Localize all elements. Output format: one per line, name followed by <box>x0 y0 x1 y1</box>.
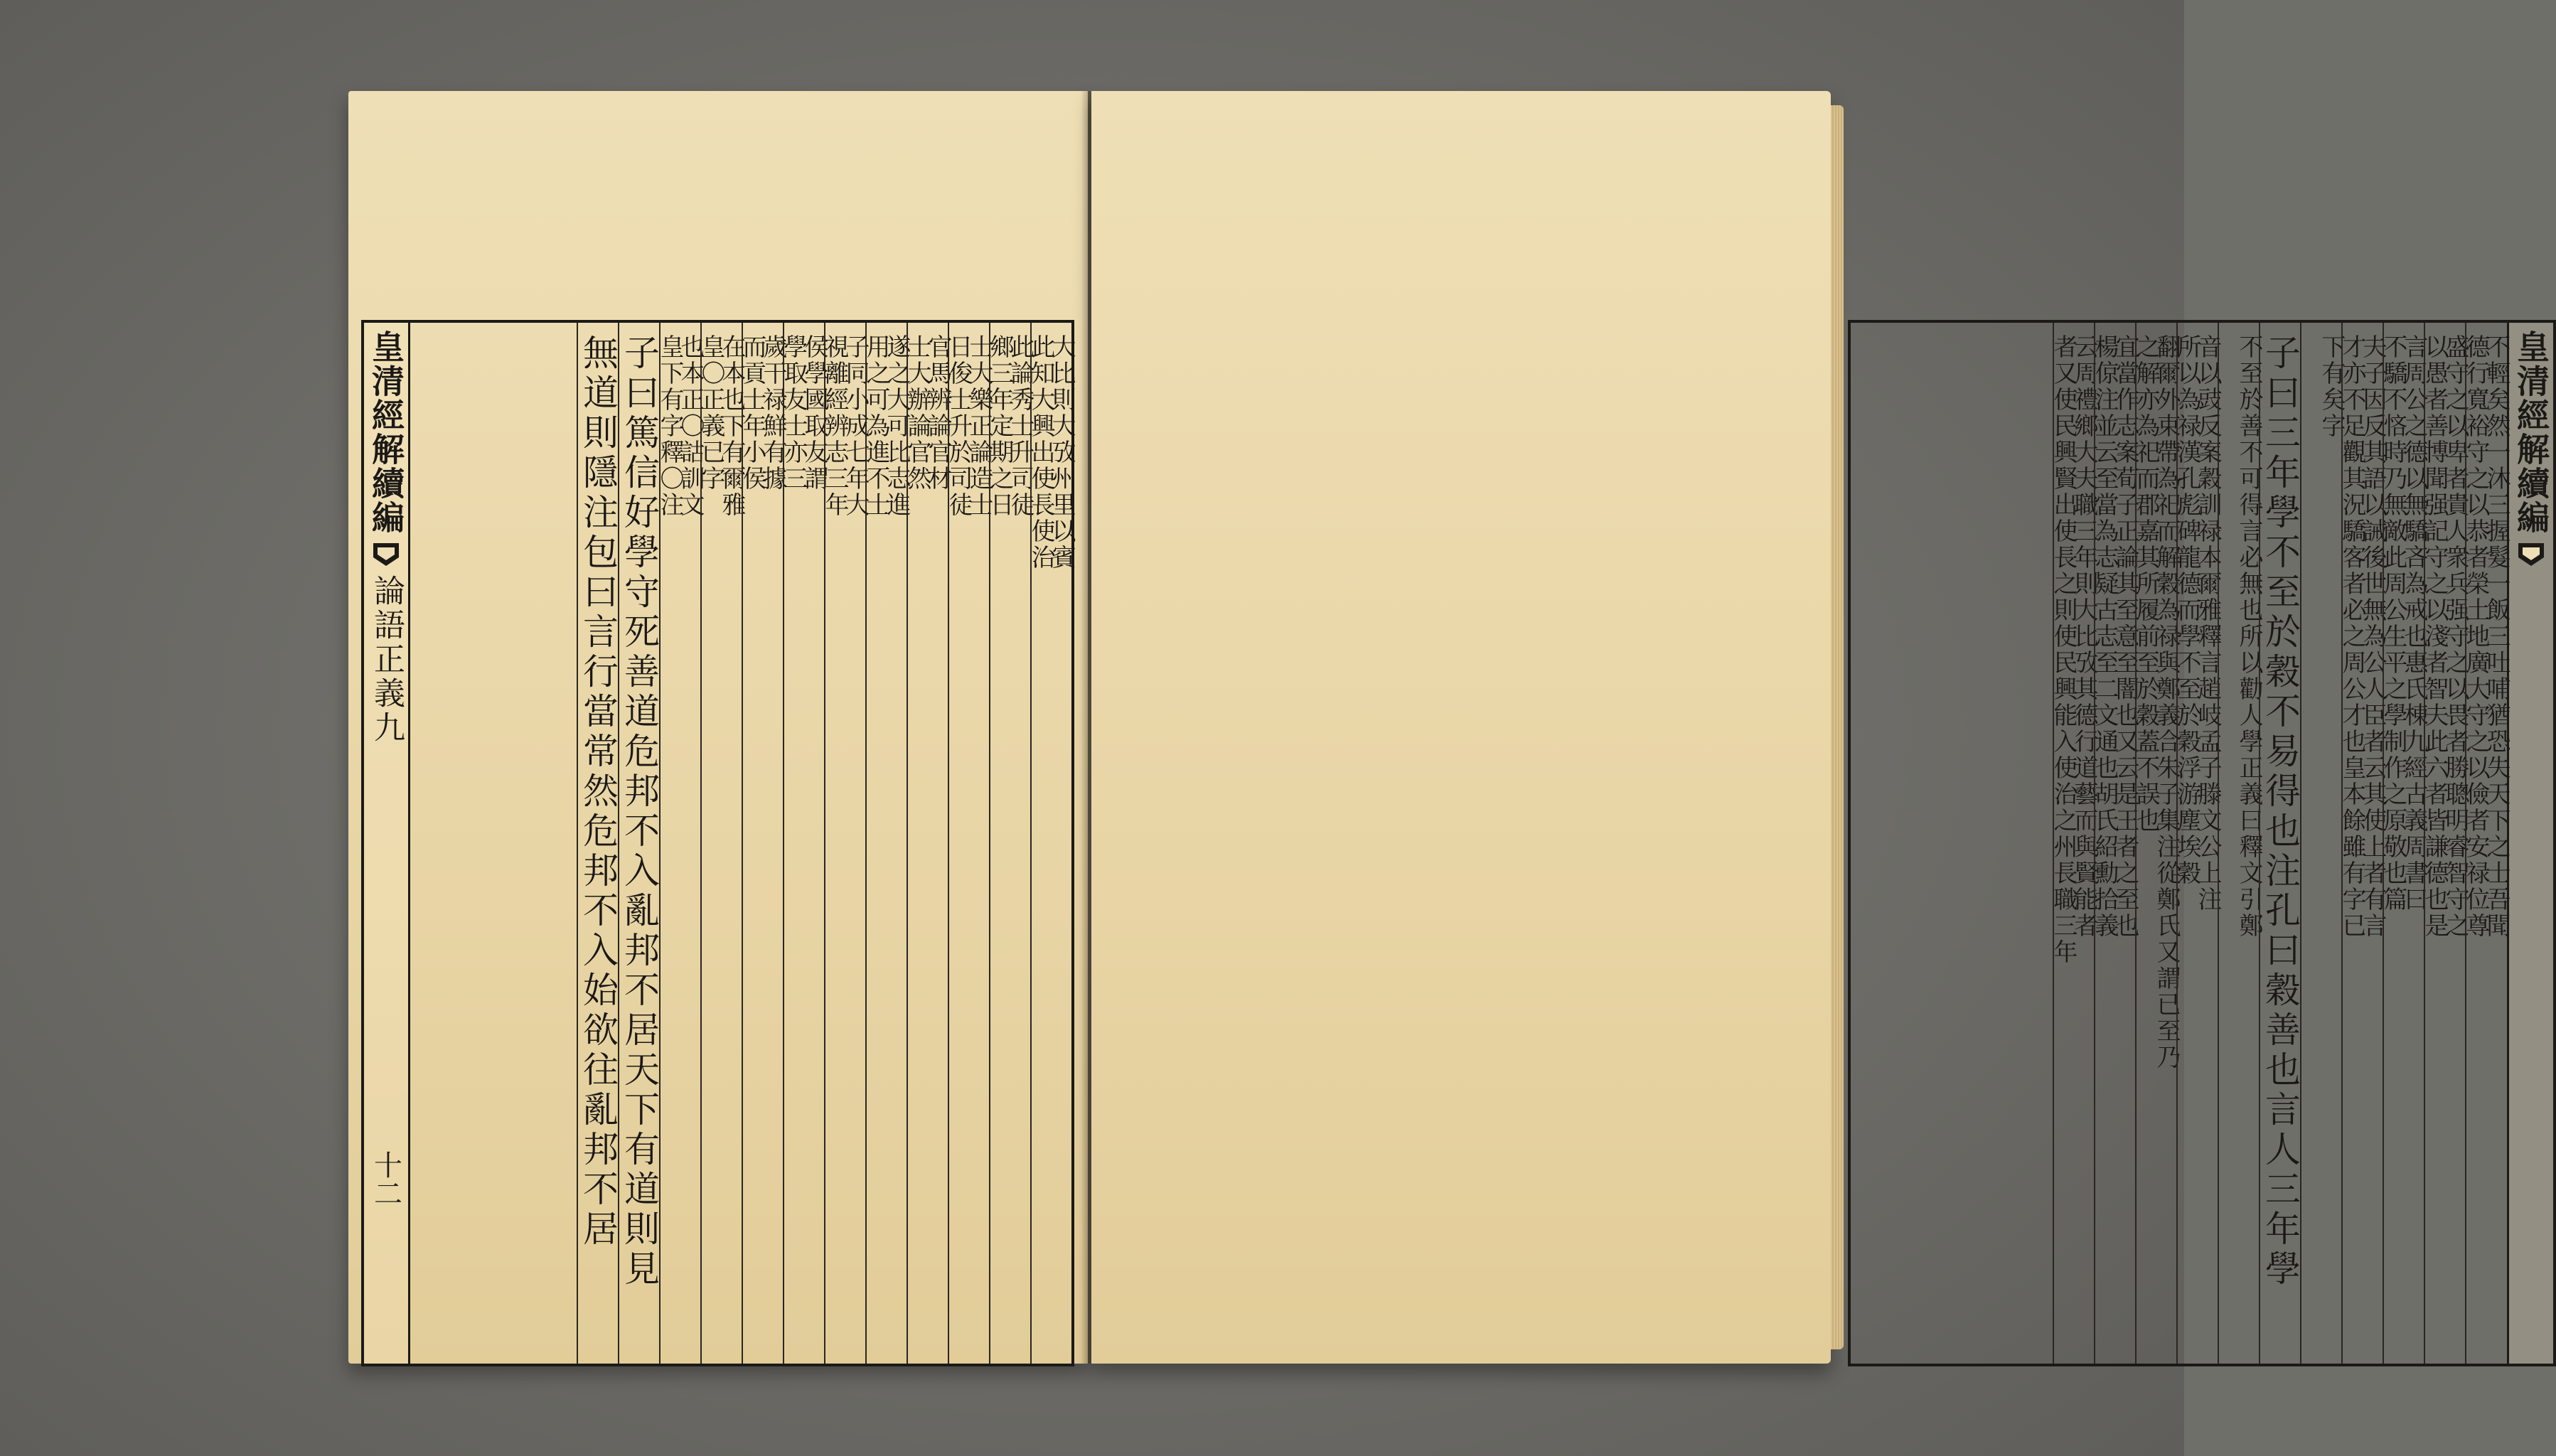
right-commentary-column <box>2379 323 2428 1364</box>
left-commentary-line: 皇〇正義已字 <box>697 334 725 492</box>
left-commentary-line: 此知大興出使長使治 <box>1027 334 1055 571</box>
right-commentary-line: 云周禮鄉大夫職三年則大比攷其德行道藝而與賢能者 <box>2070 334 2098 939</box>
fishtail-mark-icon <box>372 542 400 567</box>
left-commentary-column <box>697 323 746 1364</box>
left-commentary-line: 大比則大攷州里以賓 <box>1047 334 1076 571</box>
right-commentary-line: 不驕不悋時乃無敵此周公生平之學制作之原敬也篇 <box>2379 334 2407 913</box>
right-commentary-line: 下有矣字 <box>2317 334 2346 439</box>
left-commentary-line: 視離經辨志三年 <box>820 334 849 518</box>
left-commentary-line: 此論秀士升司徒 <box>1006 334 1034 518</box>
left-commentary-column <box>738 323 787 1364</box>
left-commentary-line: 而貢士年小侯 <box>738 334 766 492</box>
left-commentary-column <box>985 323 1034 1364</box>
left-folio-number: 十二 <box>369 1150 402 1207</box>
fishtail-mark-icon <box>2517 542 2545 567</box>
right-commentary-line: 盛守之以卑者貴人衆兵强守之以畏者勝聰明睿智守之 <box>2441 334 2469 939</box>
left-commentary-line: 侯學國取友謂 <box>800 334 828 492</box>
left-main-text-column: 子曰篤信好學守死善道危邦不入亂邦不居天下有道則見 <box>618 323 659 1364</box>
left-commentary-column <box>656 323 705 1364</box>
left-commentary-line: 日俊士升於司徒 <box>944 334 973 518</box>
right-commentary-column <box>2173 323 2222 1364</box>
right-commentary-column <box>2049 323 2098 1364</box>
left-commentary-column <box>944 323 993 1364</box>
right-text-columns <box>1851 323 2510 1364</box>
right-spine-title: 皇清經解續編 <box>2512 330 2550 535</box>
right-text-column: 不至於善不可得言必無也所以勸人學正義曰釋文引鄭 <box>2218 323 2259 1364</box>
right-commentary-line: 所以為禄漢孔彪碑龍德而學不至於穀浮游塵埃穀 <box>2173 334 2201 887</box>
left-main-text-column: 無道則隱注包曰言行當常然危邦不入始欲往亂邦不居 <box>577 323 618 1364</box>
left-commentary-line: 士大辦論官然 <box>903 334 931 492</box>
right-commentary-line: 翻爾外束帶為祀而解穀為禄與鄭義合朱子集注從鄭氏又謂已至乃 <box>2152 334 2181 1071</box>
left-page <box>348 91 1088 1364</box>
right-commentary-line: 不輕矣然一沐三握髮一飯三吐哺猶恐失天下之士吾聞 <box>2482 334 2510 939</box>
right-commentary-line: 才亦不足觀其況驕客者必之周公才也皇本餘雖有字已 <box>2338 334 2366 939</box>
left-page-margin-strip <box>364 323 410 1364</box>
left-commentary-column <box>862 323 911 1364</box>
right-commentary-column <box>2420 323 2469 1364</box>
right-commentary-line: 者又使民興賢出使長之則使民興能入使治之州長職三年 <box>2049 334 2078 965</box>
right-commentary-line: 楊倞注並云至當為志疑古志至二文通也胡氏紹勳拾義 <box>2090 334 2119 939</box>
right-page-frame <box>1848 320 2556 1366</box>
left-commentary-line: 子同小成七年大 <box>841 334 870 518</box>
right-page-margin-strip <box>2507 323 2553 1364</box>
left-commentary-column <box>779 323 828 1364</box>
right-commentary-column <box>2090 323 2139 1364</box>
left-text-columns <box>411 323 1076 1364</box>
left-commentary-line: 遂之大可比志進 <box>882 334 911 518</box>
left-page-frame <box>361 320 1074 1366</box>
left-spine-subtitle: 論語正義九 <box>368 574 405 745</box>
left-commentary-line: 也本正〇詁訓文 <box>676 334 705 518</box>
right-commentary-column <box>2461 323 2510 1364</box>
right-commentary-line <box>2301 323 2321 1364</box>
right-commentary-line: 夫子因反其語以誡後世無為公人臣者云其使上者有言 <box>2358 334 2387 939</box>
right-page <box>1091 91 2550 1364</box>
right-commentary-line: 以愚者善博聞强記守之以淺者智夫此六者皆謙德也是 <box>2420 334 2449 939</box>
open-book <box>348 91 2550 1364</box>
left-commentary-line: 歲干禄鮮有據 <box>759 334 787 492</box>
right-commentary-column <box>2300 323 2346 1364</box>
left-commentary-line: 士大樂正論造士 <box>965 334 993 518</box>
left-commentary-column <box>903 323 952 1364</box>
left-commentary-column <box>1027 323 1076 1364</box>
left-commentary-line: 鄉三年定期之日 <box>985 334 1014 518</box>
right-commentary-line: 音以豉反案穀訓禄本爾雅釋言趙岐孟子滕文公上注 <box>2193 334 2222 913</box>
left-commentary-line: 在本也下有爾雅 <box>717 334 746 518</box>
right-commentary-column <box>2338 323 2387 1364</box>
left-commentary-line: 官馬辨論官材 <box>924 334 952 492</box>
left-commentary-line: 學取友士亦三 <box>779 334 808 492</box>
left-commentary-line: 用之可為進不士 <box>862 334 890 518</box>
right-commentary-line: 言周公之德以無驕吝為戒也惠氏棟九經古義周書曰 <box>2400 334 2428 913</box>
right-main-text-column: 子曰三年學不至於穀不易得也注孔曰穀善也言人三年學 <box>2259 323 2300 1364</box>
right-commentary-line: 之解亦為祀而郡嘉其所履前至於穀蓋不誤也 <box>2132 334 2160 834</box>
left-spine-title: 皇清經解續編 <box>367 330 405 535</box>
right-commentary-line: 德行寬裕守之以恭者榮土地廣大守之以儉者安禄位尊 <box>2461 334 2490 939</box>
left-commentary-column <box>820 323 870 1364</box>
left-commentary-line: 皇下有字釋〇注 <box>656 334 684 518</box>
right-commentary-line: 宜當作志案荀子正論其至意至闇也又云是王者之至也 <box>2111 334 2139 939</box>
right-commentary-column <box>2132 323 2181 1364</box>
